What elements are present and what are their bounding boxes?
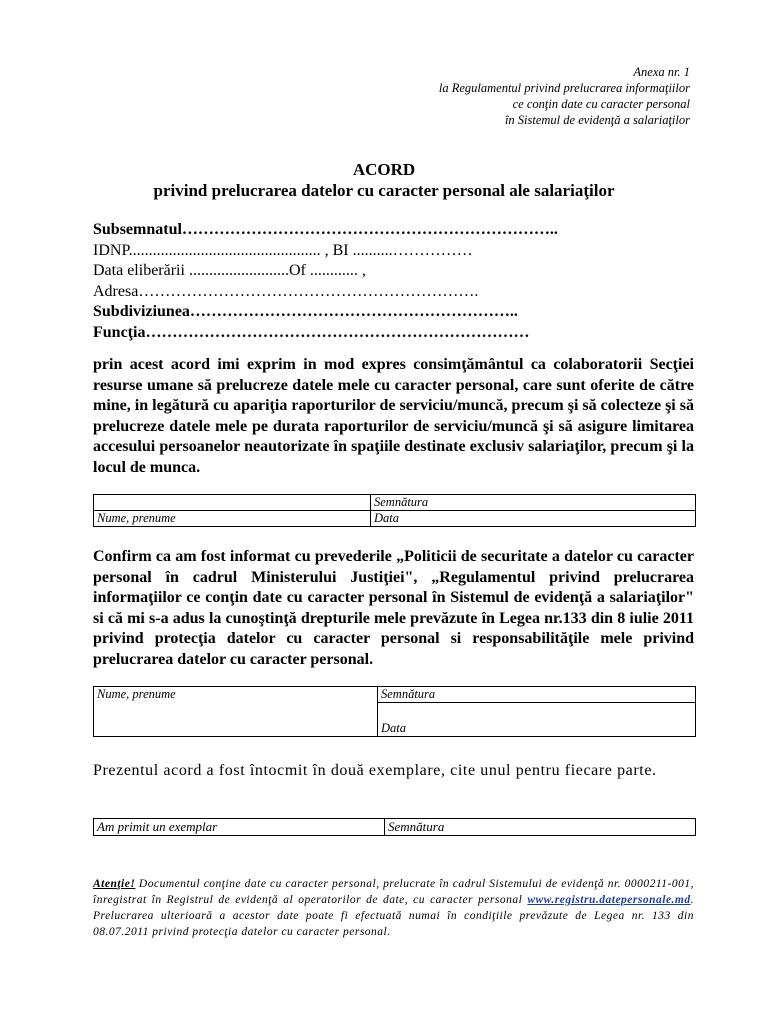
registry-link[interactable]: www.registru.datepersonale.md xyxy=(527,894,691,906)
date-cell[interactable]: Data xyxy=(371,511,696,527)
annex-regulation-line2: ce conţin date cu caracter personal xyxy=(512,97,690,111)
signature-cell[interactable]: Semnătura xyxy=(385,819,696,836)
field-data-eliberarii[interactable]: Data eliberării .........................Of ............ , xyxy=(93,262,366,279)
consent-paragraph: prin acest acord imi exprim in mod expres consimţământul ca colaboratorii Secţiei resurse umane să prelucreze datele mele cu caracter personal, care sunt oferite de către mine, in legătură cu apariţia raporturilor de serviciu/muncă, precum şi să colecteze şi să prelucreze datele mele pe durata raporturilor de serviciu/muncă şi să asigure limitarea accesului persoanelor neautorizate în spaţiile destinate exclusiv salariaţilor, precum şi la locul de munca. xyxy=(93,356,694,476)
signature-table-3 xyxy=(93,818,696,836)
signature-table-2 xyxy=(93,686,696,737)
personal-fields xyxy=(93,220,558,343)
copies-paragraph: Prezentul acord a fost întocmit în două exemplare, cite unul pentru fiecare parte. xyxy=(93,762,657,779)
warning-text: Documentul conţine date cu caracter personal, prelucrate în cadrul Sistemului de evidenţă nr. 0000211-001, înregistrat în Registrul de evidenţă al operatorilor de date, cu caracter personal xyxy=(93,878,694,906)
name-cell[interactable]: Nume, prenume xyxy=(94,687,378,737)
annex-regulation: la Regulamentul privind prelucrarea informaţiilor xyxy=(438,81,690,95)
received-cell[interactable]: Am primit un exemplar xyxy=(94,819,385,836)
field-adresa[interactable]: Adresa………………………………………………………. xyxy=(93,282,479,300)
field-idnp[interactable]: IDNP................................................ , BI ..........…………… xyxy=(93,241,473,259)
annex-number: Anexa nr. 1 xyxy=(633,65,690,79)
date-cell[interactable]: Data xyxy=(378,703,696,737)
confirmation-paragraph: Confirm ca am fost informat cu prevederile „Politicii de securitate a datelor cu caracter personal în cadrul Ministerului Justiţiei", „Regulamentul privind prelucrarea informaţiilor ce conţin date cu caracter personal în Sistemul de evidenţă a salariaţilor" si că mi s-a adus la cunoştinţă drepturile mele prevăzute în Legea nr.133 din 8 iulie 2011 privind protecţia datelor cu caracter personal si responsabilităţile mele privind prelucrarea datelor cu caracter personal. xyxy=(93,548,694,668)
warning-text-end: . Prelucrarea ulterioară a acestor date poate fi efectuată numai în condiţiile prevăzute de Legea nr. 133 din 08.07.2011 privind protecţia datelor cu caracter personal. xyxy=(93,894,694,938)
field-functia[interactable]: Funcţia……………………………………………………………… xyxy=(93,323,530,341)
annex-regulation-line3: în Sistemul de evidenţă a salariaţilor xyxy=(504,113,690,127)
empty-cell xyxy=(94,495,371,511)
field-subsemnatul[interactable]: Subsemnatul…………………………………………………………….. xyxy=(93,221,558,238)
warning-note xyxy=(93,876,694,940)
document-title: ACORD xyxy=(352,160,416,179)
field-subdiviziunea[interactable]: Subdiviziunea…………………………………………………….. xyxy=(93,303,518,320)
name-cell[interactable]: Nume, prenume xyxy=(94,511,371,527)
document-subtitle: privind prelucrarea datelor cu caracter personal ale salariaţilor xyxy=(153,181,615,200)
warning-label: Atenţie! xyxy=(93,878,136,890)
annex-header xyxy=(330,64,690,128)
signature-cell[interactable]: Semnătura xyxy=(371,495,696,511)
signature-table-1 xyxy=(93,494,696,527)
signature-cell[interactable]: Semnătura xyxy=(378,687,696,703)
